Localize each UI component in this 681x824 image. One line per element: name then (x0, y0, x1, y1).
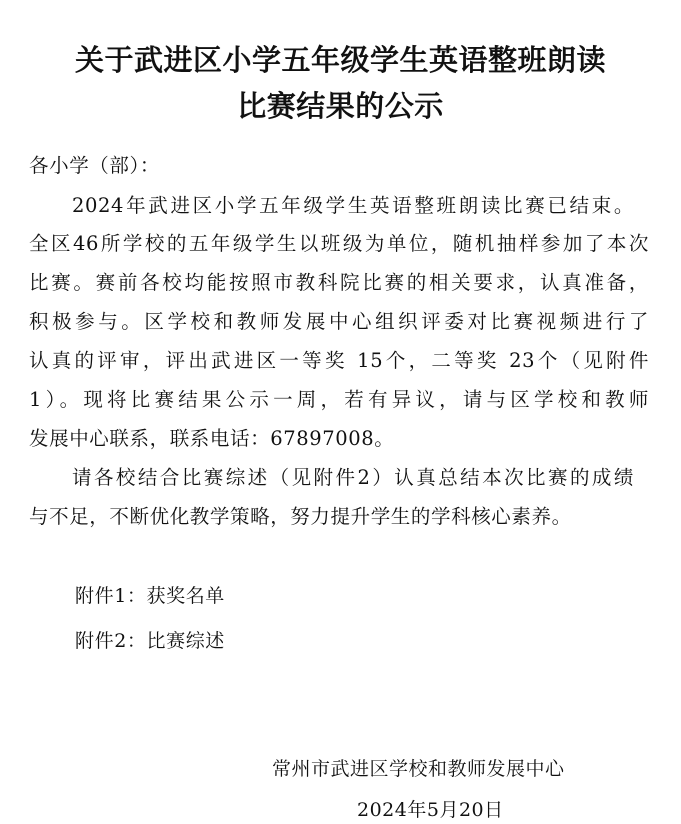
attachment-1: 附件1：获奖名单 (75, 585, 225, 607)
signature-date: 2024年5月20日 (357, 799, 504, 821)
document-title-line-1: 关于武进区小学五年级学生英语整班朗读 (74, 43, 606, 77)
paragraph-1-line-5: 认真的评审，评出武进区一等奖 15个，二等奖 23个（见附件 (29, 349, 649, 372)
paragraph-1-line-7: 发展中心联系，联系电话：67897008。 (29, 427, 395, 450)
paragraph-1-line-4: 积极参与。区学校和教师发展中心组织评委对比赛视频进行了 (29, 310, 649, 333)
paragraph-2-line-2: 与不足，不断优化教学策略，努力提升学生的学科核心素养。 (29, 505, 572, 528)
paragraph-2-line-1: 请各校结合比赛综述（见附件2）认真总结本次比赛的成绩 (72, 466, 634, 489)
attachment-2: 附件2：比赛综述 (75, 630, 225, 652)
signature-organization: 常州市武进区学校和教师发展中心 (272, 758, 565, 780)
paragraph-1-line-1: 2024年武进区小学五年级学生英语整班朗读比赛已结束。 (72, 194, 634, 217)
salutation: 各小学（部）： (29, 154, 160, 177)
paragraph-1-line-6: 1）。现将比赛结果公示一周，若有异议，请与区学校和教师 (29, 388, 649, 411)
document-title-line-2: 比赛结果的公示 (237, 89, 444, 123)
paragraph-1-line-2: 全区46所学校的五年级学生以班级为单位，随机抽样参加了本次 (29, 232, 649, 255)
paragraph-1-line-3: 比赛。赛前各校均能按照市教科院比赛的相关要求，认真准备， (29, 271, 649, 294)
